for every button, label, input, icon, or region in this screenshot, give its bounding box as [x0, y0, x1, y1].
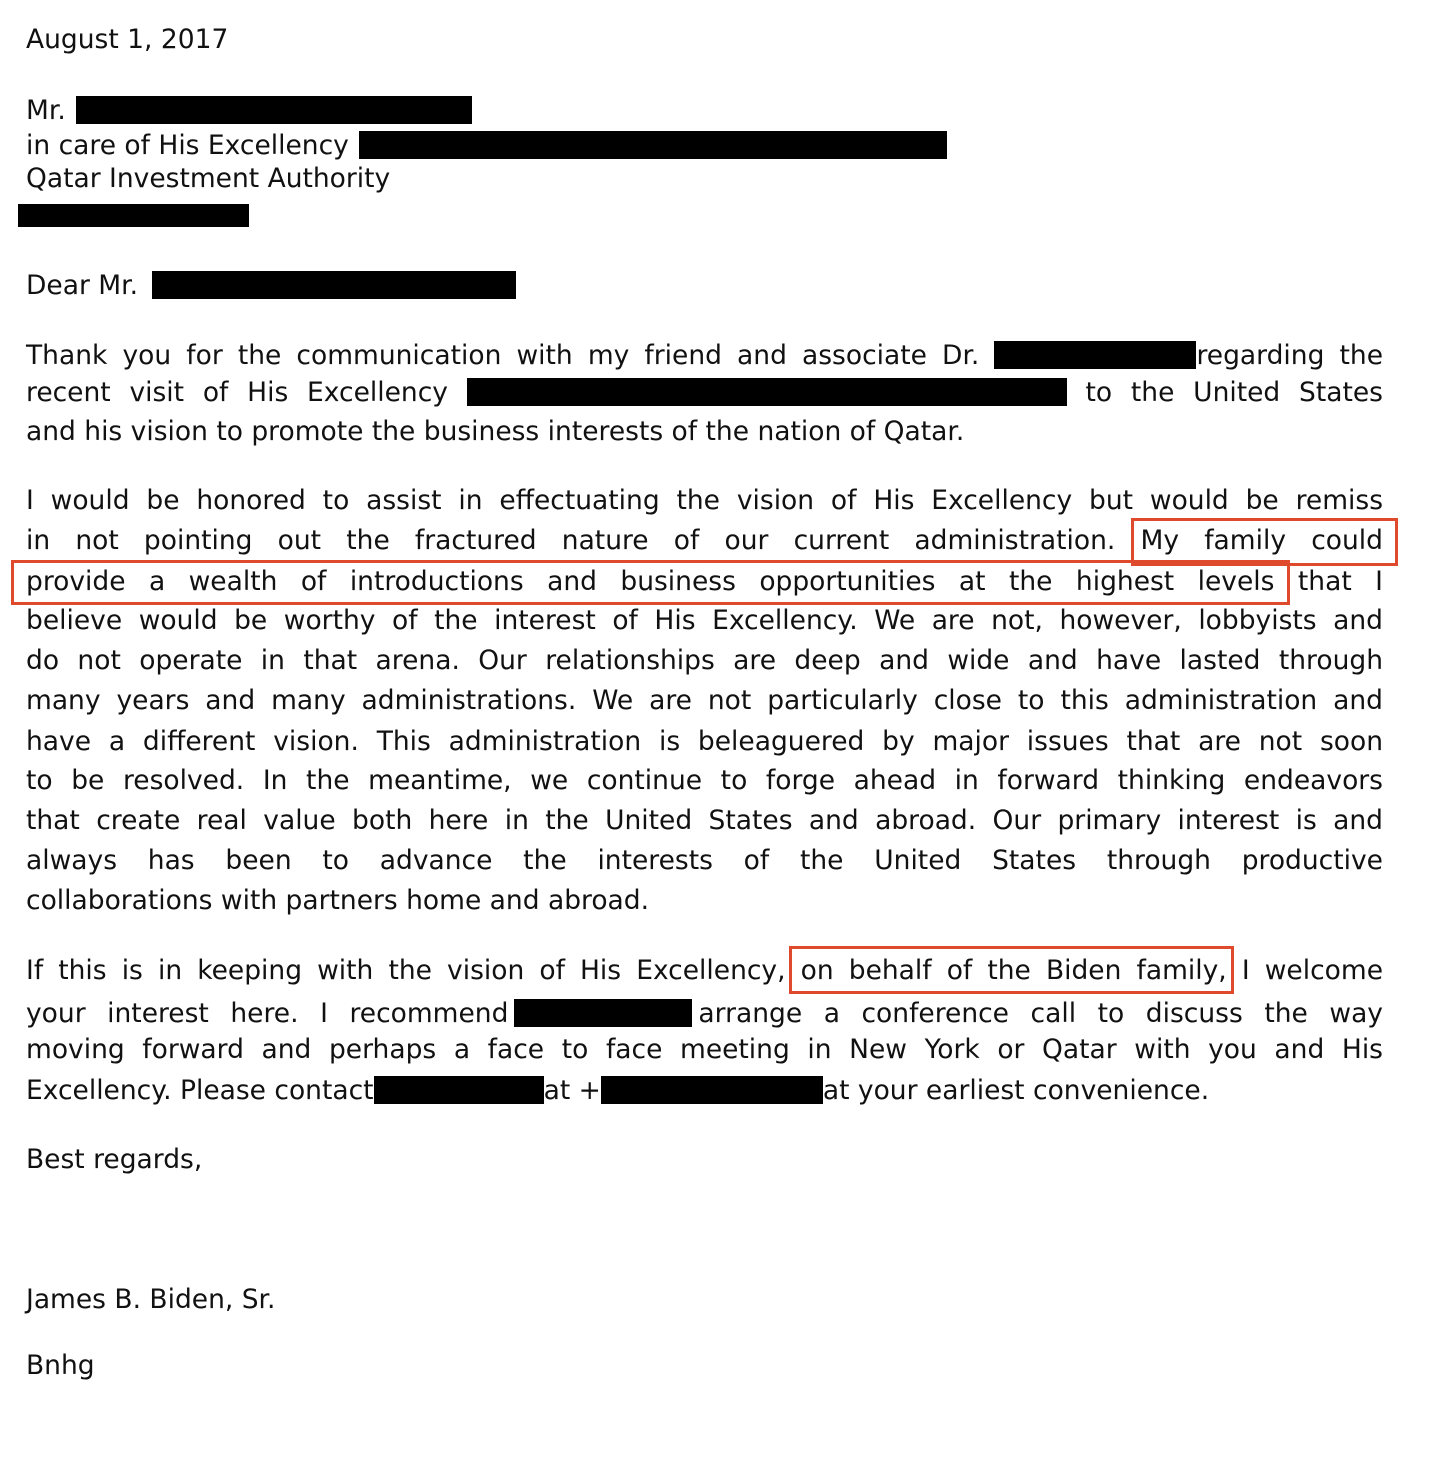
paragraph-3-line-3: moving forward and perhaps a face to face meeting in New York or Qatar with you and His: [26, 1034, 1383, 1065]
letter-date: August 1, 2017: [26, 24, 229, 55]
redaction-bar: [514, 999, 692, 1027]
paragraph-2-line-1: I would be honored to assist in effectuating the vision of His Excellency but would be remiss: [26, 485, 1383, 516]
paragraph-2-line-8: to be resolved. In the meantime, we continue to forge ahead in forward thinking endeavors: [26, 765, 1383, 796]
recipient-po-box-line: [18, 201, 249, 228]
redaction-bar: [467, 378, 1067, 406]
paragraph-3-line-2: your interest here. I recommend arrange a conference call to discuss the way: [26, 998, 1383, 1029]
recipient-organization: Qatar Investment Authority: [26, 163, 391, 194]
paragraph-1-line-3: and his vision to promote the business interests of the nation of Qatar.: [26, 416, 965, 447]
recipient-name-line: [26, 96, 472, 125]
closing: Best regards,: [26, 1144, 203, 1175]
redaction-bar: [994, 341, 1196, 369]
paragraph-3-line-1: If this is in keeping with the vision of His Excellency, on behalf of the Biden family, I welcome: [26, 955, 1383, 986]
redaction-bar: [359, 131, 947, 159]
paragraph-2-line-11: collaborations with partners home and abroad.: [26, 885, 650, 916]
redaction-bar: [152, 271, 516, 299]
highlight-box-introductions: [11, 560, 1290, 605]
highlight-box-biden-family: [789, 946, 1234, 994]
paragraph-2-line-9: that create real value both here in the United States and abroad. Our primary interest is and: [26, 805, 1383, 836]
redaction-bar: [374, 1076, 544, 1104]
paragraph-2-line-6: many years and many administrations. We are not particularly close to this administration and: [26, 685, 1383, 716]
redaction-bar: [76, 96, 472, 124]
paragraph-3-line-4: Excellency. Please contact at + at your earliest convenience.: [26, 1075, 1210, 1106]
paragraph-2-line-7: have a different vision. This administration is beleaguered by major issues that are not soon: [26, 726, 1383, 757]
recipient-mr-label: Mr.: [26, 95, 66, 126]
paragraph-1-line-1: Thank you for the communication with my friend and associate Dr. regarding the: [26, 340, 1383, 371]
paragraph-2-line-4: believe would be worthy of the interest of His Excellency. We are not, however, lobbyists and: [26, 605, 1383, 636]
typist-initials: Bnhg: [26, 1350, 95, 1381]
paragraph-2-line-2: in not pointing out the fractured nature of our current administration. My family could: [26, 525, 1383, 556]
signature-name: James B. Biden, Sr.: [26, 1284, 276, 1315]
redaction-bar: [601, 1076, 823, 1104]
greeting-line: [26, 271, 516, 300]
paragraph-2-line-3: provide a wealth of introductions and business opportunities at the highest levels that I: [26, 566, 1383, 597]
paragraph-2-line-10: always has been to advance the interests of the United States through productive: [26, 845, 1383, 876]
paragraph-2-line-5: do not operate in that arena. Our relationships are deep and wide and have lasted through: [26, 645, 1383, 676]
redaction-bar: [18, 204, 249, 227]
greeting-label: Dear Mr.: [26, 270, 139, 301]
care-of-label: in care of His Excellency: [26, 130, 349, 161]
highlight-box-my-family-could: [1131, 518, 1398, 566]
paragraph-1-line-2: recent visit of His Excellency to the United States: [26, 377, 1383, 408]
recipient-care-of-line: [26, 131, 947, 160]
